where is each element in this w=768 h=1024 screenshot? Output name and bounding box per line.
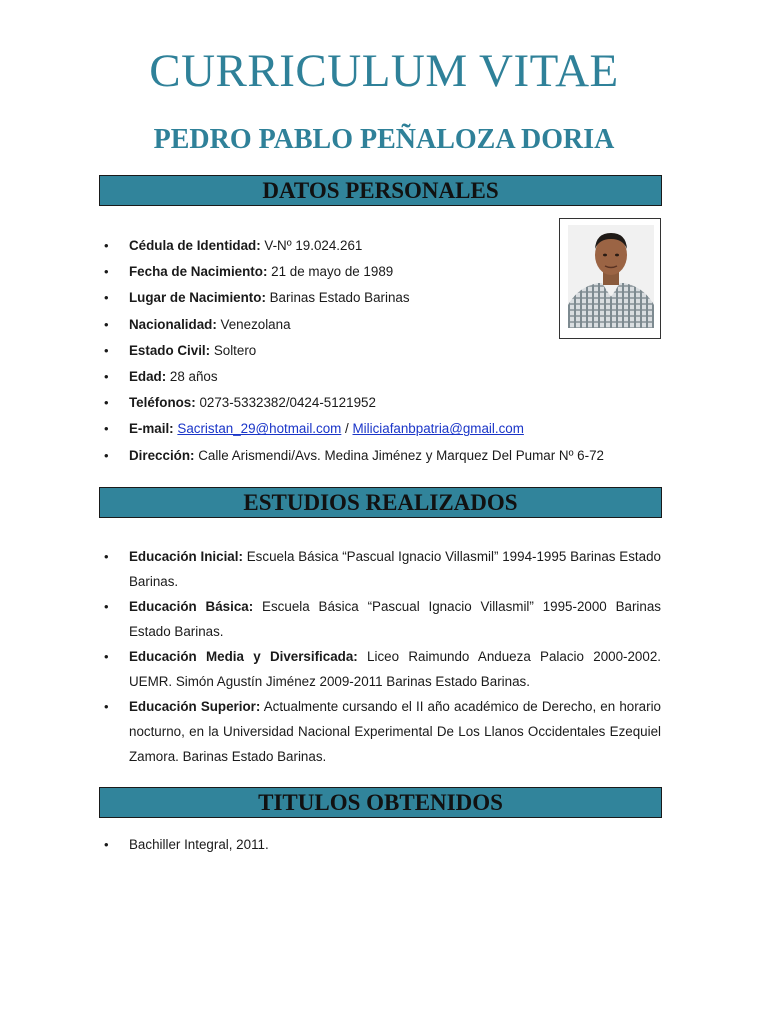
list-item: • Teléfonos: 0273-5332382/0424-5121952 [99, 390, 559, 416]
person-photo-icon [568, 225, 654, 328]
profile-photo [568, 225, 654, 328]
list-item: • Lugar de Nacimiento: Barinas Estado Barinas [99, 285, 559, 311]
list-item: • Estado Civil: Soltero [99, 338, 559, 364]
section-personal-header: DATOS PERSONALES [99, 175, 662, 206]
list-item: • Edad: 28 años [99, 364, 559, 390]
email-link-gmail[interactable]: Miliciafanbpatria@gmail.com [352, 421, 524, 437]
list-item: • Cédula de Identidad: V-Nº 19.024.261 [99, 233, 559, 259]
titles-list [99, 832, 659, 858]
list-item: • Educación Media y Diversificada: Liceo Raimundo Andueza Palacio 2000-2002. UEMR. Simón Agustín Jiménez 2009-2011 Barinas Estado Barinas. [99, 645, 661, 695]
list-item: • Bachiller Integral, 2011. [99, 832, 659, 858]
list-item: • Fecha de Nacimiento: 21 de mayo de 1989 [99, 259, 559, 285]
list-item: • E-mail: Sacristan_29@hotmail.com / Miliciafanbpatria@gmail.com [99, 416, 559, 442]
person-name: PEDRO PABLO PEÑALOZA DORIA [153, 124, 615, 155]
studies-list [99, 545, 661, 770]
section-studies-header: ESTUDIOS REALIZADOS [99, 487, 662, 518]
section-titles-header: TITULOS OBTENIDOS [99, 787, 662, 818]
list-item: • Educación Inicial: Escuela Básica “Pascual Ignacio Villasmil” 1994-1995 Barinas Estado Barinas. [99, 545, 661, 595]
document-title: CURRICULUM VITAE [149, 45, 619, 97]
list-item: • Nacionalidad: Venezolana [99, 312, 559, 338]
list-item: • Dirección: Calle Arismendi/Avs. Medina Jiménez y Marquez Del Pumar Nº 6-72 [99, 443, 689, 469]
personal-data-list [99, 233, 604, 469]
email-link-hotmail[interactable]: Sacristan_29@hotmail.com [177, 421, 342, 437]
profile-photo-frame [559, 218, 661, 339]
list-item: • Educación Básica: Escuela Básica “Pascual Ignacio Villasmil” 1995-2000 Barinas Estado Barinas. [99, 595, 661, 645]
list-item: • Educación Superior: Actualmente cursando el II año académico de Derecho, en horario nocturno, en la Universidad Nacional Experimental De Los Llanos Occidentales Ezequiel Zamora. Barinas Estado Barinas. [99, 695, 661, 769]
